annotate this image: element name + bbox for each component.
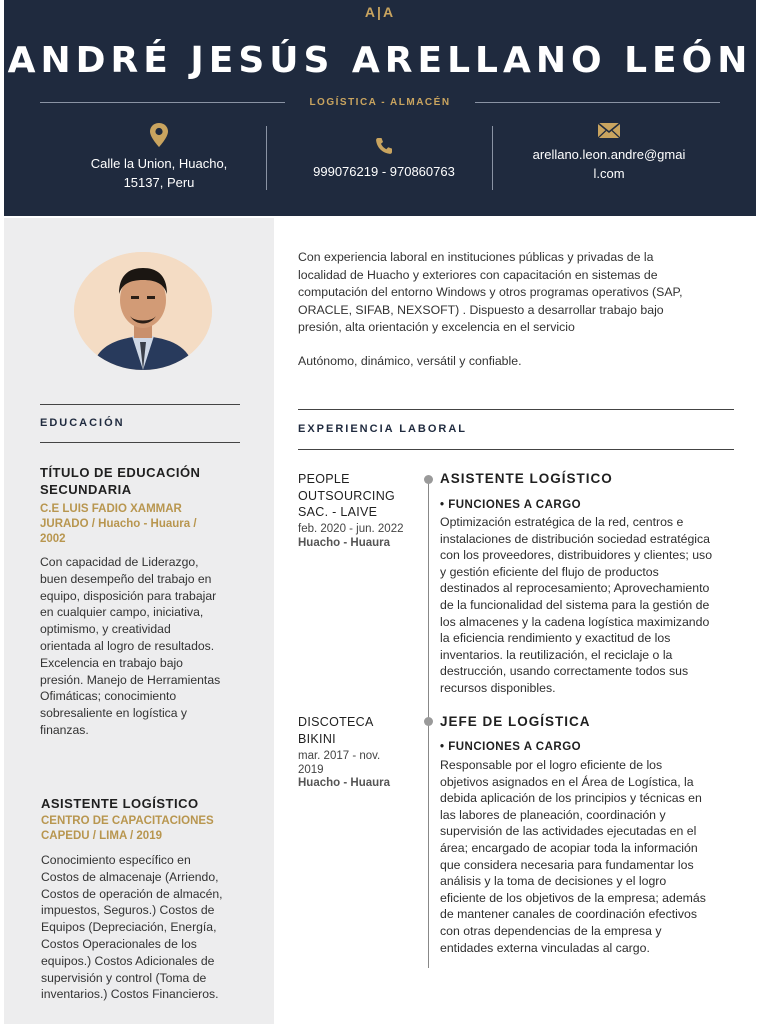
description-line: Excelencia en trabajo bajo bbox=[40, 655, 183, 670]
description-line: eficiente de los objetivos de la empresa; además bbox=[440, 890, 706, 905]
company-line: DISCOTECA bbox=[298, 715, 374, 729]
description-line: optimismo, y creatividad bbox=[40, 622, 171, 637]
divider bbox=[40, 404, 240, 405]
description-line: supervisión y control (Toma de bbox=[41, 970, 207, 985]
divider bbox=[40, 442, 240, 443]
description-line: con los proveedores, distribuidores y clientes; uso bbox=[440, 548, 713, 563]
contact-separator bbox=[266, 126, 267, 190]
education-institution bbox=[40, 502, 197, 547]
education-title-line: TÍTULO DE EDUCACIÓN bbox=[40, 465, 201, 480]
institution-line: 2002 bbox=[40, 533, 66, 545]
description-line: Costos de operación de almacén, bbox=[41, 886, 223, 901]
training-title bbox=[41, 795, 199, 812]
divider bbox=[298, 409, 734, 410]
personal-traits: Autónomo, dinámico, versátil y confiable. bbox=[298, 354, 522, 368]
job-location: Huacho - Huaura bbox=[298, 777, 391, 789]
profile-photo bbox=[74, 252, 212, 370]
profile-line: computación del entorno Windows y otros programas operativos (SAP, bbox=[298, 285, 683, 300]
company-line: SAC. - LAIVE bbox=[298, 505, 378, 519]
description-line: objetivos asignados en el Área de Logística, la bbox=[440, 774, 694, 789]
description-line: análisis y la toma de decisiones y el logro bbox=[440, 874, 667, 889]
job-dates bbox=[298, 750, 380, 777]
monogram: A|A bbox=[364, 4, 396, 20]
email-line-1: arellano.leon.andre@gmai bbox=[532, 147, 686, 162]
candidate-name: ANDRÉ JESÚS ARELLANO LEÓN bbox=[7, 40, 753, 81]
description-line: equipo, disposición para trabajar bbox=[40, 588, 217, 603]
description-line: orientada al logro de resultados. bbox=[40, 638, 215, 653]
dates-line: 2019 bbox=[298, 763, 324, 776]
timeline-dot bbox=[424, 717, 433, 726]
description-line: Responsable por el logro eficiente de los bbox=[440, 758, 663, 772]
description-line: de mantener canales de coordinación efectivos bbox=[440, 907, 698, 922]
address-line-1: Calle la Union, Huacho, bbox=[90, 156, 228, 171]
description-line: Ofimáticas; conocimiento bbox=[40, 689, 177, 704]
institution-line: C.E LUIS FADIO XAMMAR bbox=[40, 503, 182, 515]
description-line: instalaciones de distribución sociedad estratégica bbox=[440, 531, 711, 546]
location-pin-icon bbox=[149, 122, 169, 148]
phone-icon bbox=[374, 136, 394, 156]
resume-header bbox=[4, 0, 756, 216]
description-line: que considera necesaria para fundamentar los bbox=[440, 857, 694, 872]
description-line: debida aplicación de los principios y técnicas en bbox=[440, 791, 702, 806]
description-line: inventarios. la reutilización, el reciclaje o la bbox=[440, 647, 673, 662]
description-line: la eficiencia rendimiento y exactitud de los bbox=[440, 631, 671, 646]
phone-number: 999076219 - 970860763 bbox=[313, 164, 455, 179]
description-line: recursos disponibles. bbox=[440, 680, 556, 695]
description-line: Conocimiento específico en bbox=[41, 853, 191, 867]
contact-email bbox=[514, 122, 704, 194]
description-line: con otras dependencias de la empresa y bbox=[440, 923, 662, 938]
description-line: las labores de planeación, coordinación y bbox=[440, 807, 666, 822]
divider bbox=[298, 449, 734, 450]
description-line: los almacenes y la cadena logística maximizando bbox=[440, 614, 710, 629]
description-line: Costos de almacenaje (Arriendo, bbox=[41, 869, 219, 884]
profession-subtitle: LOGÍSTICA - ALMACÉN bbox=[309, 96, 451, 108]
job-functions-label: • FUNCIONES A CARGO bbox=[440, 499, 582, 511]
description-line: de la funcionalidad del sistema para la gestión de bbox=[440, 597, 710, 612]
subtitle-divider-left bbox=[40, 102, 285, 103]
description-line: y gestión eficiente del flujo de productos bbox=[440, 564, 659, 579]
job-description bbox=[440, 514, 736, 697]
profile-summary bbox=[298, 249, 738, 337]
address-line-2: 15137, Peru bbox=[123, 175, 195, 190]
job-title: ASISTENTE LOGÍSTICO bbox=[440, 471, 613, 486]
job-title: JEFE DE LOGÍSTICA bbox=[440, 714, 591, 729]
description-line: equipos.) Costos Adicionales de bbox=[41, 953, 215, 968]
dates-line: mar. 2017 - nov. bbox=[298, 750, 381, 762]
person-avatar-icon bbox=[74, 252, 212, 370]
description-line: entidades externa vinculadas al cargo. bbox=[440, 940, 650, 955]
description-line: buen desempeño del trabajo en bbox=[40, 571, 212, 586]
education-title bbox=[40, 464, 200, 498]
job-company bbox=[298, 714, 374, 747]
profile-line: Con experiencia laboral en instituciones públicas y privadas de la bbox=[298, 250, 654, 264]
email-line-2: l.com bbox=[593, 166, 625, 181]
education-heading: EDUCACIÓN bbox=[40, 417, 125, 429]
training-institution bbox=[41, 814, 214, 844]
timeline-dot bbox=[424, 475, 433, 484]
job-company bbox=[298, 471, 395, 521]
description-line: Con capacidad de Liderazgo, bbox=[40, 555, 199, 569]
contact-address bbox=[64, 122, 254, 194]
description-line: Optimización estratégica de la red, centros e bbox=[440, 515, 684, 529]
company-line: BIKINI bbox=[298, 731, 336, 746]
description-line: sobresaliente en logística y bbox=[40, 706, 188, 721]
contact-phone bbox=[286, 136, 482, 208]
company-line: OUTSOURCING bbox=[298, 488, 396, 503]
profile-line: ORACLE, SIFAB, NEXSOFT) . Dispuesto a desarrollar trabajo bajo bbox=[298, 302, 664, 317]
job-description bbox=[440, 757, 736, 956]
institution-line: CENTRO DE CAPACITACIONES bbox=[41, 815, 214, 827]
training-title-line: ASISTENTE LOGÍSTICO bbox=[41, 796, 199, 811]
company-line: PEOPLE bbox=[298, 472, 350, 486]
description-line: destrucción, usando correctamente todos sus bbox=[440, 664, 689, 679]
subtitle-divider-right bbox=[475, 102, 720, 103]
description-line: supervisión de las actividades ejecutadas en el bbox=[440, 824, 697, 839]
description-line: presión. Manejo de Herramientas bbox=[40, 672, 221, 687]
description-line: inventarios.) Costos Financieros. bbox=[41, 987, 219, 1002]
job-dates: feb. 2020 - jun. 2022 bbox=[298, 523, 404, 535]
description-line: impuestos, Seguros.) Costos de bbox=[41, 903, 215, 918]
education-title-line: SECUNDARIA bbox=[40, 482, 132, 497]
institution-line: CAPEDU / LIMA / 2019 bbox=[41, 830, 162, 842]
description-line: finanzas. bbox=[40, 722, 89, 737]
description-line: área; encargado de acopiar toda la información bbox=[440, 840, 698, 855]
subtitle-row bbox=[40, 94, 720, 110]
profile-line: presión, alta orientación y excelencia en el servicio bbox=[298, 320, 575, 335]
sidebar bbox=[4, 218, 274, 1024]
description-line: destinados al reprocesamiento; Aprovechamiento bbox=[440, 581, 710, 596]
job-functions-label: • FUNCIONES A CARGO bbox=[440, 741, 582, 753]
institution-line: JURADO / Huacho - Huaura / bbox=[40, 518, 197, 530]
education-description bbox=[40, 554, 220, 739]
description-line: Equipos (Depreciación, Energía, bbox=[41, 920, 217, 935]
training-description bbox=[41, 852, 223, 1003]
description-line: Costos Operacionales de los bbox=[41, 936, 197, 951]
description-line: en cualquier campo, iniciativa, bbox=[40, 605, 204, 620]
job-location: Huacho - Huaura bbox=[298, 537, 391, 549]
profile-line: localidad de Huacho y exteriores con capacitación en sistemas de bbox=[298, 267, 658, 282]
envelope-icon bbox=[597, 122, 621, 139]
contact-separator bbox=[492, 126, 493, 190]
experience-heading: EXPERIENCIA LABORAL bbox=[298, 423, 467, 435]
